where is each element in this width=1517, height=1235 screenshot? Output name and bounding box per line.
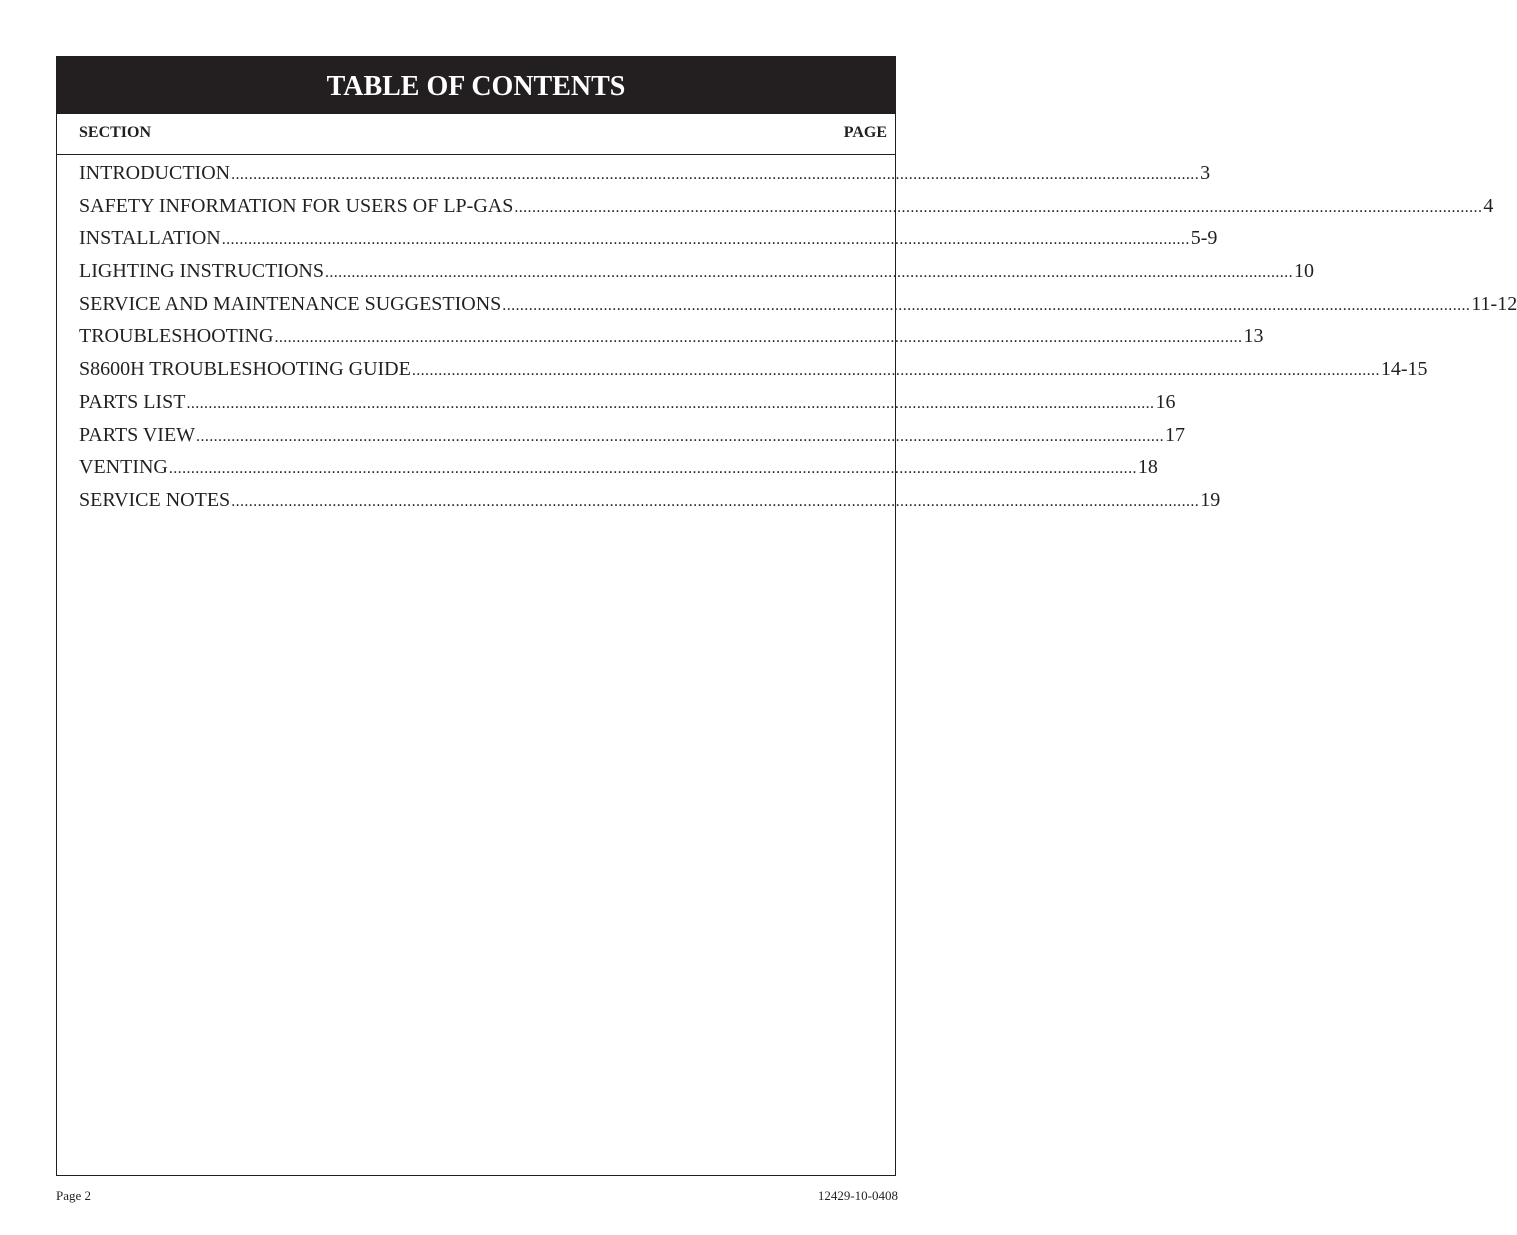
toc-entry[interactable] bbox=[79, 192, 1494, 225]
dot-leader: ............................................................................................................................................................................................................................ bbox=[231, 492, 1200, 510]
toc-entry[interactable] bbox=[79, 421, 1186, 454]
toc-entry[interactable] bbox=[79, 159, 1211, 192]
title-bar bbox=[57, 57, 895, 114]
dot-leader: ............................................................................................................................................................................................................................ bbox=[502, 296, 1471, 314]
toc-entry[interactable] bbox=[79, 290, 1517, 323]
section-column-label: SECTION bbox=[79, 124, 152, 141]
dot-leader: ............................................................................................................................................................................................................................ bbox=[186, 394, 1155, 412]
dot-leader: ............................................................................................................................................................................................................................ bbox=[411, 362, 1380, 380]
toc-entry-section: SERVICE NOTES bbox=[79, 488, 231, 511]
toc-entry-section: PARTS LIST bbox=[79, 390, 186, 413]
toc-entry[interactable] bbox=[79, 322, 1264, 355]
toc-list bbox=[79, 159, 1517, 519]
toc-entry-page: 18 bbox=[1137, 456, 1158, 479]
toc-entry-page: 17 bbox=[1165, 423, 1186, 446]
toc-entry[interactable] bbox=[79, 224, 1218, 257]
footer-page-number: Page 2 bbox=[56, 1188, 92, 1203]
toc-entry-page: 3 bbox=[1200, 162, 1211, 184]
toc-entry-page: 19 bbox=[1200, 488, 1221, 511]
toc-entry-page: 13 bbox=[1243, 325, 1264, 348]
toc-entry-page: 4 bbox=[1483, 194, 1494, 217]
header-divider bbox=[57, 154, 895, 155]
toc-entry-page: 16 bbox=[1155, 390, 1176, 413]
toc-entry-section: INTRODUCTION bbox=[79, 162, 231, 184]
toc-entry-page: 5-9 bbox=[1190, 227, 1218, 250]
dot-leader: ............................................................................................................................................................................................................................ bbox=[196, 427, 1165, 445]
page-column-label: PAGE bbox=[843, 124, 887, 141]
dot-leader: ............................................................................................................................................................................................................................ bbox=[221, 231, 1190, 249]
toc-entry-page: 14-15 bbox=[1380, 358, 1428, 381]
toc-entry-section: TROUBLESHOOTING bbox=[79, 325, 274, 348]
column-header bbox=[79, 124, 887, 144]
toc-entry-section: PARTS VIEW bbox=[79, 423, 196, 446]
toc-entry-section: INSTALLATION bbox=[79, 227, 221, 250]
toc-entry-section: S8600H TROUBLESHOOTING GUIDE bbox=[79, 358, 411, 381]
toc-entry[interactable] bbox=[79, 355, 1428, 388]
dot-leader: ............................................................................................................................................................................................................................ bbox=[231, 166, 1200, 183]
toc-entry-page: 11-12 bbox=[1471, 292, 1517, 315]
dot-leader: ............................................................................................................................................................................................................................ bbox=[274, 329, 1243, 347]
dot-leader: ............................................................................................................................................................................................................................ bbox=[324, 264, 1293, 282]
toc-entry-section: SAFETY INFORMATION FOR USERS OF LP-GAS bbox=[79, 194, 514, 217]
dot-leader: ............................................................................................................................................................................................................................ bbox=[168, 460, 1137, 478]
page-frame bbox=[56, 56, 1517, 1176]
toc-entry-page: 10 bbox=[1293, 260, 1314, 283]
toc-entry-section: SERVICE AND MAINTENANCE SUGGESTIONS bbox=[79, 292, 502, 315]
footer-document-number: 12429-10-0408 bbox=[817, 1188, 898, 1203]
toc-entry-section: LIGHTING INSTRUCTIONS bbox=[79, 260, 324, 283]
toc-entry-section: VENTING bbox=[79, 456, 168, 479]
dot-leader: ............................................................................................................................................................................................................................ bbox=[514, 198, 1483, 216]
toc-entry[interactable] bbox=[79, 257, 1314, 290]
toc-entry[interactable] bbox=[79, 453, 1158, 486]
toc-entry[interactable] bbox=[79, 388, 1176, 421]
page-title: TABLE OF CONTENTS bbox=[326, 70, 626, 102]
toc-entry[interactable] bbox=[79, 486, 1221, 519]
